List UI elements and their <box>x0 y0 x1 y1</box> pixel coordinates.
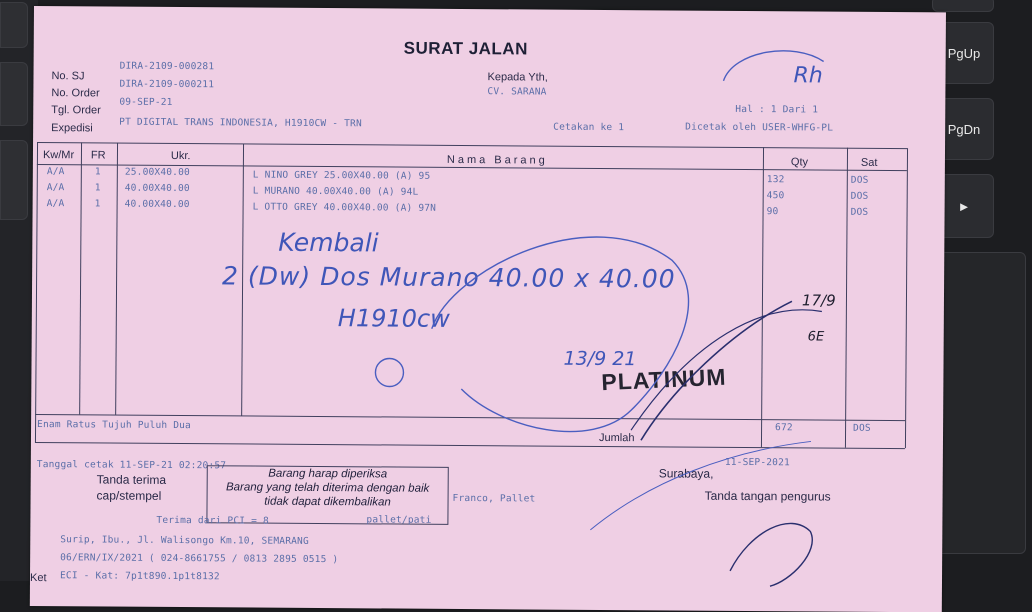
received-from: Terima dari PCI = 8 <box>156 514 269 527</box>
pgdn-label: PgDn <box>947 121 981 137</box>
col-header-nama: Nama Barang <box>446 153 548 167</box>
handwritten-code: H1910cw <box>337 304 450 333</box>
printed-by: Dicetak oleh USER-WHFG-PL <box>685 121 834 134</box>
pallet-unit: pallet/pati <box>366 514 432 526</box>
ket-label: Ket <box>29 571 47 585</box>
handwritten-initials: Rh <box>793 63 823 89</box>
print-timestamp: Tanggal cetak 11-SEP-21 02:20:57 <box>36 459 227 472</box>
no-order-label: No. Order <box>51 87 100 100</box>
row-sat: DOS <box>850 174 869 186</box>
address-line-2: 06/ERN/IX/2021 ( 024-8661755 / 0813 2895 0515 ) <box>60 552 339 566</box>
handwritten-kembali: Kembali <box>278 227 379 258</box>
handwritten-return-note: 2 (Dw) Dos Murano 40.00 x 40.00 <box>222 261 676 294</box>
col-header-kw: Kw/Mr <box>42 149 75 162</box>
kepada-value: CV. SARANA <box>487 86 547 98</box>
col-header-qty: Qty <box>790 156 809 169</box>
row-qty: 90 <box>766 206 779 218</box>
no-sj-value: DIRA-2109-000281 <box>119 60 215 73</box>
page-title: SURAT JALAN <box>403 38 528 59</box>
keyboard-key <box>0 2 28 48</box>
handwritten-corner-code: 6E <box>807 329 825 345</box>
col-header-fr: FR <box>90 149 106 162</box>
row-sat: DOS <box>850 190 869 202</box>
no-sj-label: No. SJ <box>51 70 85 83</box>
city-label: Surabaya, <box>658 466 714 481</box>
notice-line: tidak dapat dikembalikan <box>264 495 391 509</box>
expedisi-value: PT DIGITAL TRANS INDONESIA, H1910CW - TRN <box>119 116 362 130</box>
cetakan-info: Cetakan ke 1 <box>553 121 625 134</box>
franco-pallet: Franco, Pallet <box>452 492 536 505</box>
platinum-stamp: PLATINUM <box>600 363 728 396</box>
row-qty: 132 <box>766 174 785 186</box>
tgl-order-label: Tgl. Order <box>51 104 101 117</box>
pen-strokes <box>30 6 946 612</box>
keyboard-key <box>0 140 28 220</box>
cap-stempel-label: cap/stempel <box>96 488 162 503</box>
jumlah-qty: 672 <box>775 422 793 434</box>
kepada-label: Kepada Yth, <box>487 71 548 84</box>
play-icon: ► <box>957 198 971 214</box>
keyboard-key <box>934 252 1026 554</box>
row-nama: L OTTO GREY 40.00X40.00 (A) 97N <box>252 201 437 214</box>
keyboard-key <box>932 0 994 12</box>
row-ukr: 40.00X40.00 <box>124 198 190 211</box>
handwritten-date: 13/9 21 <box>563 347 637 371</box>
row-ukr: 40.00X40.00 <box>124 182 190 195</box>
notice-line: Barang harap diperiksa <box>268 467 388 481</box>
notice-line: Barang yang telah diterima dengan baik <box>225 481 430 495</box>
row-fr: 1 <box>94 182 101 194</box>
total-in-words: Enam Ratus Tujuh Puluh Dua <box>37 419 192 432</box>
page-info: Hal : 1 Dari 1 <box>735 103 819 116</box>
row-kw: A/A <box>46 198 65 210</box>
signature-label: Tanda tangan pengurus <box>704 488 831 504</box>
jumlah-label: Jumlah <box>598 431 635 445</box>
row-qty: 450 <box>766 190 785 202</box>
delivery-note-paper <box>30 6 946 612</box>
col-header-ukr: Ukr. <box>170 149 191 163</box>
jumlah-sat: DOS <box>853 422 871 434</box>
tgl-order-value: 09-SEP-21 <box>119 96 173 108</box>
row-fr: 1 <box>94 166 101 178</box>
city-date: 11-SEP-2021 <box>724 456 790 469</box>
row-nama: L NINO GREY 25.00X40.00 (A) 95 <box>252 169 431 182</box>
row-nama: L MURANO 40.00X40.00 (A) 94L <box>252 185 419 198</box>
tanda-terima-label: Tanda terima <box>96 472 167 487</box>
address-line-1: Surip, Ibu., Jl. Walisongo Km.10, SEMARANG <box>60 534 309 547</box>
expedisi-label: Expedisi <box>51 122 93 135</box>
col-header-sat: Sat <box>860 156 878 169</box>
handwritten-corner-date: 17/9 <box>801 291 836 310</box>
row-fr: 1 <box>94 198 101 210</box>
keyboard-key <box>0 62 28 126</box>
row-kw: A/A <box>46 166 65 178</box>
row-kw: A/A <box>46 182 65 194</box>
row-ukr: 25.00X40.00 <box>124 166 191 179</box>
no-order-value: DIRA-2109-000211 <box>119 78 215 91</box>
pgup-label: PgUp <box>947 45 981 61</box>
ket-value: ECI - Kat: 7p1t890.1p1t8132 <box>59 570 220 583</box>
row-sat: DOS <box>850 206 869 218</box>
